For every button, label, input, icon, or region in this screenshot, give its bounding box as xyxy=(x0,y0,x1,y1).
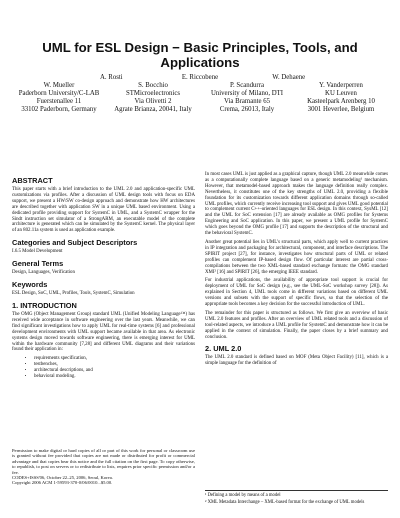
conference-text: CODES+ISSS'06, October 22–25, 2006, Seoul, Korea. xyxy=(12,475,113,481)
right-column xyxy=(205,172,388,370)
left-column xyxy=(12,172,195,383)
introduction-paragraph: The OMG (Object Management Group) standard UML (Unified Modeling Language™) has received wide acceptance in software engineering over the last years. Meanwhile, we can find significant investigations how to apply UML for real-time systems [6] and professional development environments with UML support became available in that area. As electronic systems design moved towards software engineering, there is emerging interest for UML within the hardware community [7,28] and different UML diagrams and their variations found their application in: xyxy=(12,311,195,353)
keywords-heading: Keywords xyxy=(12,280,48,290)
affiliation: STMicroelectronics xyxy=(126,90,180,97)
general-terms-text: Design, Languages, Verification xyxy=(12,270,75,276)
affiliation: Paderborn University/C-LAB xyxy=(18,90,100,97)
city: 33102 Paderborn, Germany xyxy=(21,106,97,113)
body-paragraph: In most cases UML is just applied as a graphical capture, though UML 2.0 meanwhile comes as a computationally complete language based on a generic metamodeling¹ mechanism. However, that metamodel-based approach makes the language definition really complex. Nevertheless, it constitutes one of the key strengths of UML 2.0, providing a flexible foundation for its customization towards different application domains through so-called UML profiles, which currently receive increasing tool support and gives UML good potential to complement current C++-oriented languages for ESL design. In this context, SysML [12] and the UML for SoC extension [17] are already available as OMG profiles for Systems Engineering and SoC application. In this paper, we present a UML profile for SystemC which goes beyond the OMG profile [17] and supports the description of the structural and the behavioral SystemC. xyxy=(205,172,388,237)
affiliation-row xyxy=(12,90,388,98)
paper-title: UML for ESL Design − Basic Principles, Tools, and Applications xyxy=(42,40,358,70)
body-paragraph: The remainder for this paper is structured as follows. We first give an overview of basic UML 2.0 features and profiles. After an overview of UML related tools and a discussion of tool-related aspects, we introduce a UML profile for SystemC and demonstrate how it can be applied in the context of simulation. Finally, the paper closes by a brief summary and conclusion. xyxy=(205,310,388,340)
author-name: Y. Vanderperren xyxy=(319,82,363,89)
city-row xyxy=(12,106,388,114)
author-name: E. Riccobene xyxy=(181,74,219,81)
author-name: W. Dehaene xyxy=(272,74,306,81)
bullet-item: • architectural descriptions, and xyxy=(34,368,195,374)
permission-text: Permission to make digital or hard copies of all or part of this work for personal or classroom use is granted without fee provided that copies are not made or distributed for profit or commercial advantage and that copies bear this notice and the full citation on the first page. To copy otherwise, to republish, to post on servers or to redistribute to lists, requires prior specific permission and/or a fee. xyxy=(12,448,195,475)
address: Via Bramante 65 xyxy=(223,98,271,105)
author-row-2 xyxy=(12,82,388,90)
categories-text: I.6.5 Model Development xyxy=(12,249,63,255)
introduction-bullets xyxy=(12,356,195,380)
introduction-heading: 1. INTRODUCTION xyxy=(12,300,77,310)
abstract-heading: ABSTRACT xyxy=(12,176,53,185)
copyright-text: Copyright 2006 ACM 1-59593-370-0/06/0010...$5.00. xyxy=(12,480,113,486)
general-terms-heading: General Terms xyxy=(12,259,64,269)
address: Via Olivetti 2 xyxy=(134,98,172,105)
keywords-text: ESL Design, SoC, UML, Profiles, Tools, SystemC, Simulation xyxy=(12,291,135,297)
abstract-text: This paper starts with a brief introduction to the UML 2.0 and application-specific UML customizations via profiles. After a discussion of UML design tools with focus on EDA support, we present a HW/SW co-design approach and demonstrate how HW architectures are described together with application SW in a unique UML based environment. Using a dedicated profile providing support for SystemC in UML, and a SystemC wrapper for the Sindt instruction set simulator of a StrongARM, an executable model of the complete architecture is generated which can be simulated by the SystemC kernel. The physical layer of an 802.11a system is used as application example. xyxy=(12,187,195,234)
uml2-heading: 2. UML 2.0 xyxy=(205,344,242,354)
body-paragraph: Another great potential lies in UML's structural parts, which apply well to current practices in IP integration and packaging for architectural, component, and interface descriptions. The SPIRIT project [27], for instance, investigates how structural parts of UML or related profiles can complement IP-based design flow. Of particular interest are partial cross-compilations between the two XML-based standard exchange formats: the OMG standard XMI² [16] and SPIRIT [26], the emerging IEEE standard. xyxy=(205,239,388,275)
body-paragraph: The UML 2.0 standard is defined based on MOF (Meta Object Facility) [11], which is a simple language for the definition of xyxy=(205,355,388,367)
bullet-item: • requirements specification, xyxy=(34,356,195,362)
categories-heading: Categories and Subject Descriptors xyxy=(12,238,138,248)
author-name: W. Mueller xyxy=(43,82,75,89)
body-paragraph: For industrial applications, the availability of appropriate tool support is crucial for deployment of UML for SoC design (e.g., see the UML-SoC workshop survey [28]). As explained in Section 4, UML tools come in different variations based on different UML versions and subsets with the support of specific flows, so that the selection of the appropriate tools becomes a key decision for the successful introduction of UML. xyxy=(205,278,388,308)
city: 3001 Heverlee, Belgium xyxy=(307,106,375,113)
author-name: P. Scandurra xyxy=(230,82,264,89)
author-name: A. Rosti xyxy=(100,74,123,81)
footnote-2: ² XML Metadata Interchange – XML-based format for the exchange of UML models xyxy=(205,499,365,505)
city: Crema, 26013, Italy xyxy=(219,106,275,113)
bullet-item: • behavioral modeling. xyxy=(34,374,195,380)
address-row xyxy=(12,98,388,106)
footnote-1: ¹ Defining a model by means of a model xyxy=(205,493,281,498)
author-block xyxy=(12,74,388,114)
author-name: S. Bocchio xyxy=(138,82,168,89)
author-row-1 xyxy=(12,74,388,82)
city: Agrate Brianza, 20041, Italy xyxy=(114,106,192,113)
copyright-notice xyxy=(12,448,195,486)
address: Fuerstenallee 11 xyxy=(36,98,82,105)
affiliation: University of Milano, DTI xyxy=(210,90,284,97)
affiliation: KU Leuven xyxy=(325,90,357,97)
footnotes xyxy=(205,490,388,506)
address: Kasteelpark Arenberg 10 xyxy=(307,98,375,105)
bullet-item: • testbenches, xyxy=(34,362,195,368)
